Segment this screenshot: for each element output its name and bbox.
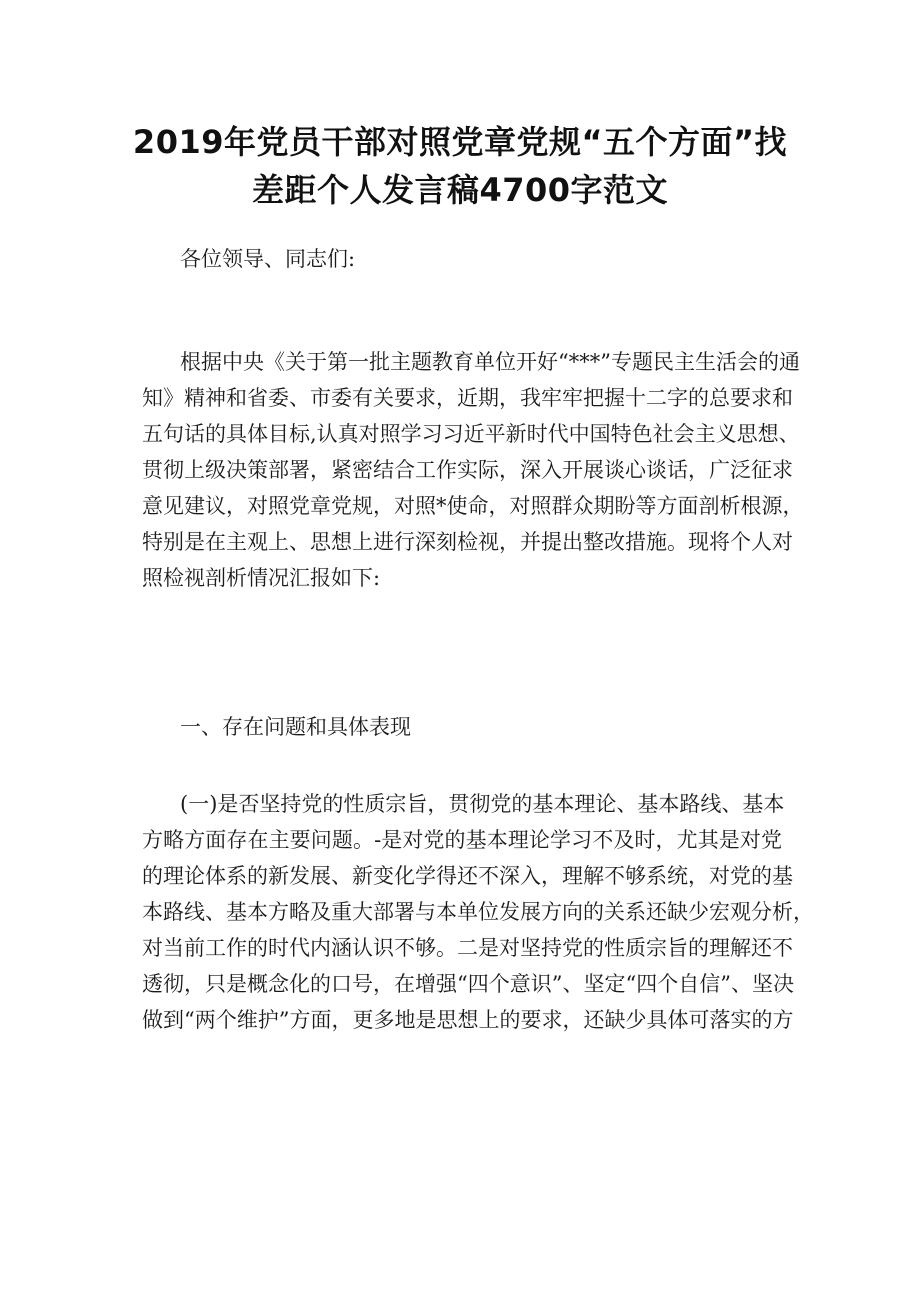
paragraph-line: (一)是否坚持党的性质宗旨，贯彻党的基本理论、基本路线、基本 xyxy=(180,792,785,816)
paragraph-line: 知》精神和省委、市委有关要求，近期，我牢牢把握十二字的总要求和 xyxy=(142,386,793,410)
paragraph-line: 五句话的具体目标,认真对照学习习近平新时代中国特色社会主义思想、 xyxy=(142,422,800,446)
paragraph-issues xyxy=(142,786,814,1038)
paragraph-line: 对当前工作的时代内涵认识不够。二是对坚持党的性质宗旨的理解还不 xyxy=(142,936,793,960)
paragraph-line: 方略方面存在主要问题。-是对党的基本理论学习不及时，尤其是对党 xyxy=(142,828,782,852)
document-title xyxy=(110,118,810,214)
paragraph-line: 透彻，只是概念化的口号，在增强“四个意识”、坚定“四个自信”、坚决 xyxy=(142,972,794,996)
paragraph-line: 照检视剖析情况汇报如下: xyxy=(142,566,381,590)
title-line-2: 差距个人发言稿4700字范文 xyxy=(251,171,669,209)
salutation: 各位领导、同志们: xyxy=(180,247,356,271)
paragraph-line: 本路线、基本方略及重大部署与本单位发展方向的关系还缺少宏观分析， xyxy=(142,900,814,924)
paragraph-line: 贯彻上级决策部署，紧密结合工作实际，深入开展谈心谈话，广泛征求 xyxy=(142,458,793,482)
paragraph-line: 做到“两个维护”方面，更多地是思想上的要求，还缺少具体可落实的方 xyxy=(142,1008,794,1032)
section-heading: 一、存在问题和具体表现 xyxy=(180,715,411,739)
paragraph-line: 特别是在主观上、思想上进行深刻检视，并提出整改措施。现将个人对 xyxy=(142,530,793,554)
paragraph-line: 的理论体系的新发展、新变化学得还不深入，理解不够系统，对党的基 xyxy=(142,864,793,888)
title-line-1: 2019年党员干部对照党章党规“五个方面”找 xyxy=(132,123,788,161)
paragraph-line: 意见建议，对照党章党规，对照*使命，对照群众期盼等方面剖析根源， xyxy=(142,494,804,518)
paragraph-intro xyxy=(142,344,804,596)
paragraph-line: 根据中央《关于第一批主题教育单位开好“***”专题民主生活会的通 xyxy=(180,350,800,374)
